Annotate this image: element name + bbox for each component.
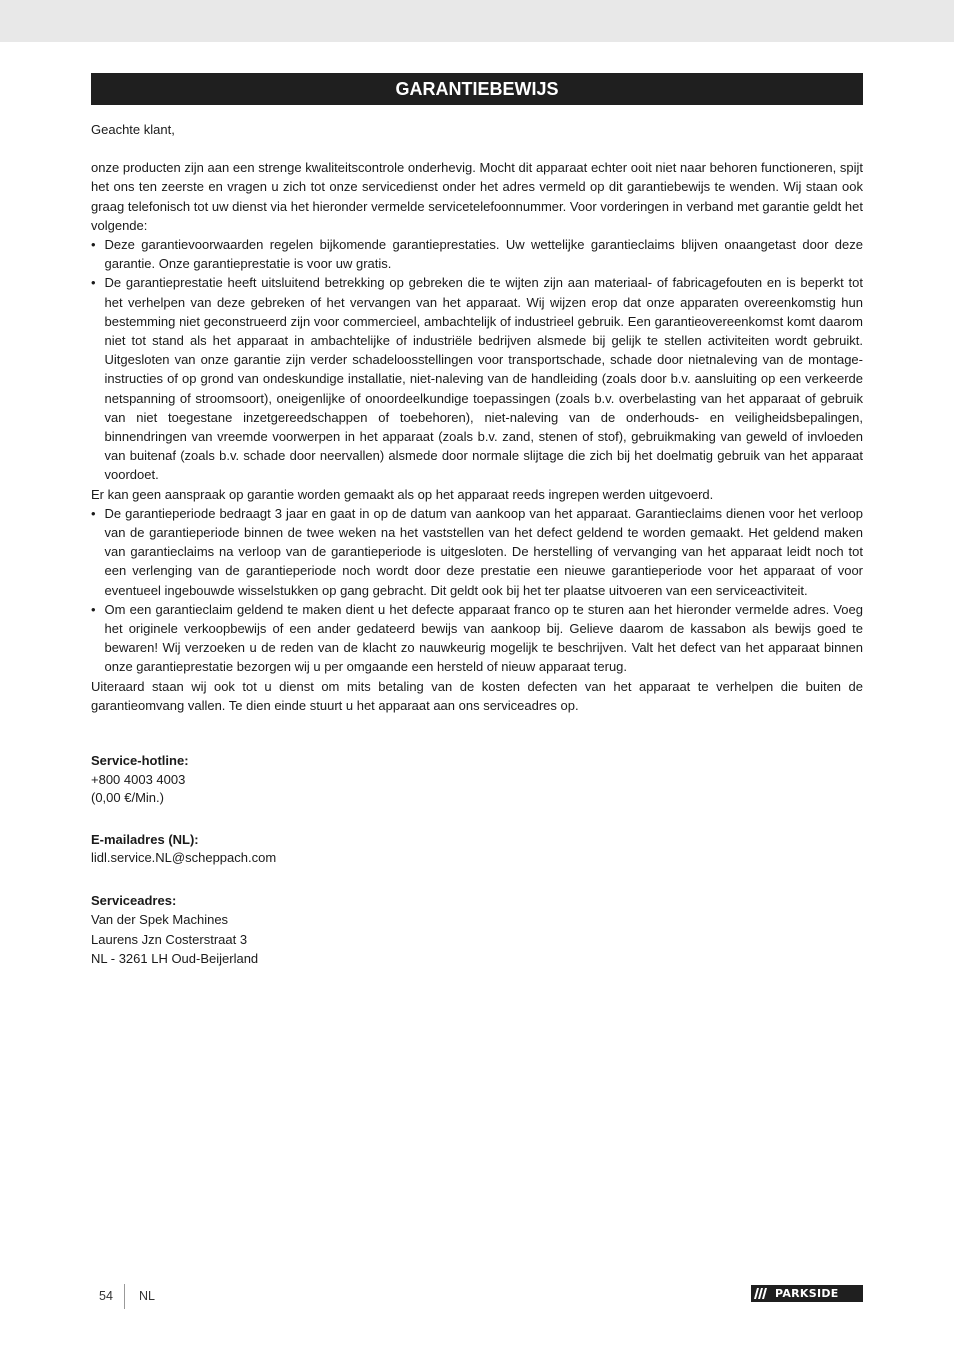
parkside-logo	[751, 1285, 863, 1302]
email-block	[91, 831, 863, 868]
top-band	[0, 0, 954, 42]
email-label: E-mailadres (NL):	[91, 831, 199, 847]
address-line: Van der Spek Machines	[91, 912, 229, 928]
middle-paragraph: Er kan geen aanspraak op garantie worden gemaakt als op het apparaat reeds ingrepen werden uitgevoerd.	[91, 486, 714, 502]
bullet-list-1	[91, 235, 863, 485]
hotline-block	[91, 752, 863, 808]
intro-paragraph: onze producten zijn aan een strenge kwaliteitscontrole onderhevig. Mocht dit apparaat echter ooit niet naar behoren functioneren, spijt het ons ten zeerste en vragen u zich tot onze servicedienst onder het adres vermeld op dit garantiebewijs te wenden. Wij staan ook graag telefonisch tot uw dienst via het hieronder vermelde servicetelefoonnummer. Voor vorderingen in verband met garantie geldt het volgende:	[91, 160, 863, 233]
footer-divider	[124, 1284, 125, 1309]
email-address: lidl.service.NL@scheppach.com	[91, 850, 277, 866]
page-number: 54	[99, 1289, 113, 1303]
hotline-number: +800 4003 4003	[91, 771, 186, 787]
address-line: Laurens Jzn Costerstraat 3	[91, 931, 248, 947]
hotline-label: Service-hotline:	[91, 753, 189, 769]
list-item: • De garantieprestatie heeft uitsluitend betrekking op gebreken die te wijten zijn aan materiaal- of fabricagefouten en is beperkt tot het verhelpen van deze gebreken of het vervangen van het apparaat. Wij wijzen erop dat onze apparaten overeenkomstig hun bestemming niet geconstrueerd zijn voor commercieel, ambachtelijk of industrieel gebruik. Een garantieovereenkomst komt daarom niet tot stand als het apparaat in ambachtelijke of industriële bedrijven alsmede bij gelijk te stellen activiteiten wordt gebruikt. Uitgesloten van onze garantie zijn verder schadeloosstellingen voor transportschade, schade door nietnaleving van de montage-instructies of op grond van ondeskundige installatie, niet-naleving van de handleiding (zoals door b.v. aansluiting op een verkeerde netspanning of stroomsoort), oneigenlijke of onoordeelkundige toepassingen (zoals b.v. overbelasting van het apparaat of gebruik van niet toegestane inzetgereedschappen of toebehoren), niet-naleving van de onderhouds- en veiligheidsbepalingen, binnendringen van vreemde voorwerpen in het apparaat (zoals b.v. zand, stenen of stof), gebruikmaking van geweld of invloeden van buitenaf (zoals b.v. schade door neervallen) alsmede door normale slijtage die zich bij het doelmatig gebruik van het apparaat voordoet.	[91, 273, 863, 484]
language-code: NL	[139, 1289, 155, 1303]
address-label: Serviceadres:	[91, 892, 177, 908]
address-block	[91, 891, 863, 969]
list-item: • Deze garantievoorwaarden regelen bijkomende garantieprestaties. Uw wettelijke garantieclaims blijven onaangetast door deze garantie. Onze garantieprestatie is voor uw gratis.	[91, 235, 863, 273]
address-line: NL - 3261 LH Oud-Beijerland	[91, 951, 259, 967]
warranty-text	[91, 120, 863, 992]
bullet-list-2	[91, 504, 863, 677]
closing-paragraph: Uiteraard staan wij ook tot u dienst om mits betaling van de kosten defecten van het apparaat te verhelpen die buiten de garantieomvang vallen. Te dien einde stuurt u het apparaat aan ons serviceadres op.	[91, 678, 863, 713]
contact-section	[91, 752, 863, 969]
logo-stripes-icon	[751, 1285, 773, 1302]
brand-name: PARKSIDE	[775, 1287, 839, 1300]
page-title-bar	[91, 73, 863, 105]
greeting: Geachte klant,	[91, 122, 175, 137]
list-item: • De garantieperiode bedraagt 3 jaar en gaat in op de datum van aankoop van het apparaat. Garantieclaims dienen voor het verloop van de garantieperiode binnen de twee weken na het vaststellen van het defect geldend te worden gemaakt. Het geldend maken van garantieclaims na verloop van de garantieperiode is uitgesloten. De herstelling of vervanging van het apparaat leidt noch tot een verlenging van de garantieperiode noch wordt door deze prestatie een nieuwe garantieperiode voor het apparaat of voor eventueel ingebouwde wisselstukken op gang gebracht. Dit geldt ook bij het ter plaatse uitvoeren van een serviceactiviteit.	[91, 504, 863, 600]
page-title: GARANTIEBEWIJS	[395, 78, 559, 99]
hotline-cost: (0,00 €/Min.)	[91, 790, 164, 806]
list-item: • Om een garantieclaim geldend te maken dient u het defecte apparaat franco op te sturen aan het hieronder vermelde adres. Voeg het originele verkoopbewijs of een ander gedateerd bewijs van aankoop bij. Gelieve daarom de kassabon als bewijs goed te bewaren! Wij verzoeken u de reden van de klacht zo nauwkeurig mogelijk te beschrijven. Valt het defect van het apparaat binnen onze garantieprestatie bezorgen wij u per omgaande een hersteld of nieuw apparaat terug.	[91, 600, 863, 677]
